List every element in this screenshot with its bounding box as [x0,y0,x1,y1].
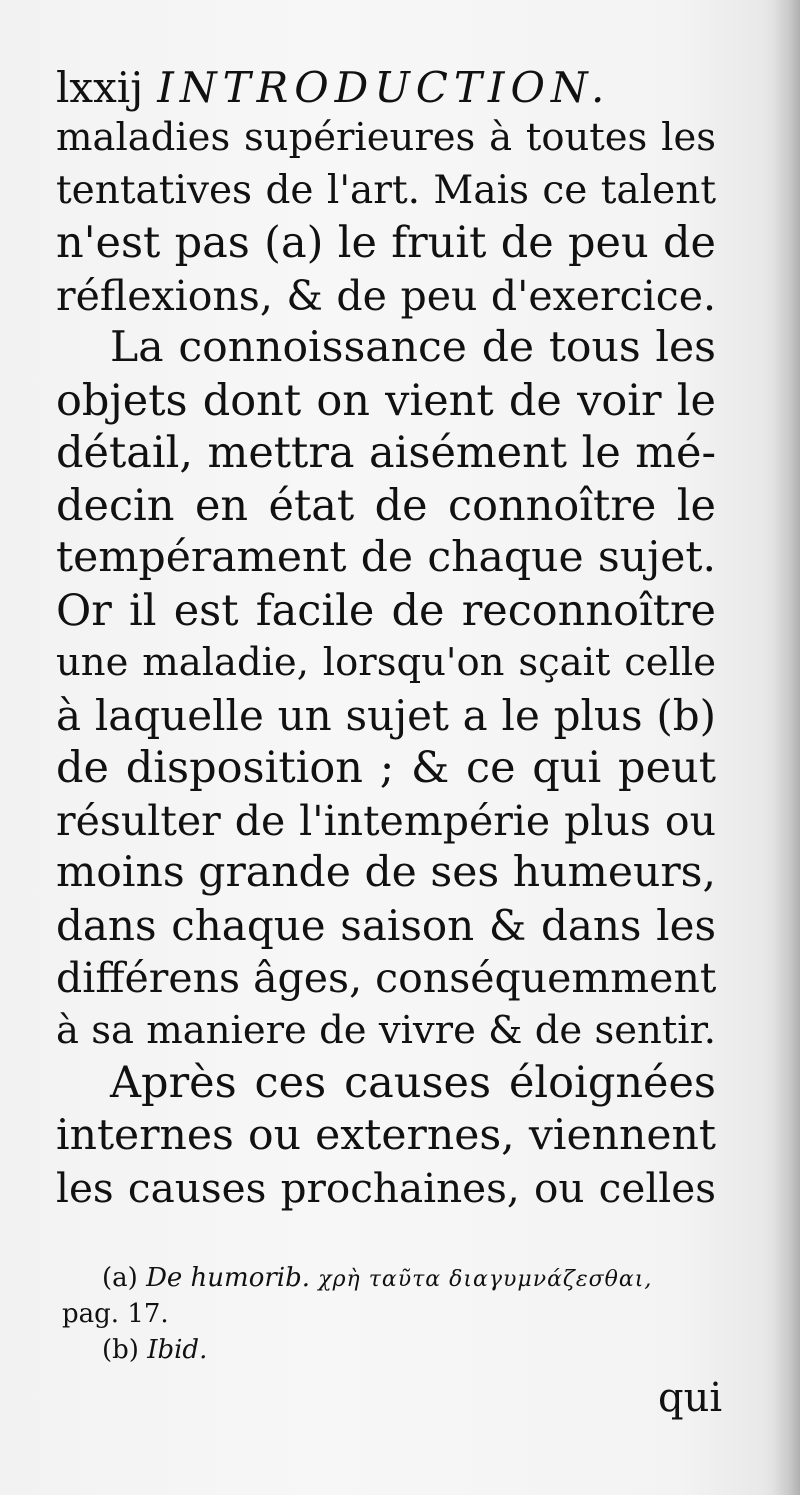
catchword: qui [658,1375,723,1421]
text-line: moins grande de ses humeurs, [56,848,716,897]
text-line: détail, mettra aisément le mé- [56,428,716,478]
text-line: internes ou externes, viennent [56,1110,716,1160]
text-line: les causes prochaines, ou celles [56,1164,716,1212]
page-folio: lxxij [56,63,144,112]
text-line: tempérament de chaque sujet. [56,533,716,582]
text-line: objets dont on vient de voir le [56,375,716,426]
footnote-b-marker: (b) [102,1335,139,1365]
paragraph-start-line: Après ces causes éloignées [110,1058,716,1108]
text-line: maladies supérieures à toutes les [56,115,716,160]
page-edge-shadow [772,0,800,1495]
text-line: n'est pas (a) le fruit de peu de [56,218,716,268]
running-title: INTRODUCTION. [157,63,611,112]
text-line: à laquelle un sujet a le plus (b) [56,690,716,740]
text-line: à sa maniere de vivre & de sentir. [56,1007,716,1053]
text-line: différens âges, conséquemment [56,954,717,1002]
footnote-a [102,1258,652,1298]
text-line: dans chaque saison & dans les [56,900,716,950]
paragraph-start-line: La connoissance de tous les [110,323,716,372]
running-header [56,58,756,118]
footnote-a-page: pag. 17. [62,1299,169,1329]
text-line: Or il est facile de reconnoître [56,585,716,636]
text-line: une maladie, lorsqu'on sçait celle [56,640,716,685]
text-line: tentatives de l'art. Mais ce talent [56,167,716,213]
footnote-b [102,1330,207,1370]
text-line: decin en état de connoître le [56,480,716,531]
text-line: de disposition ; & ce qui peut [56,743,716,793]
footnote-b-source: Ibid. [147,1335,208,1365]
text-line: résulter de l'intempérie plus ou [56,796,716,845]
text-line: réflexions, & de peu d'exercice. [56,271,716,320]
footnote-a-source: De humorib. [146,1263,311,1293]
footnote-a-marker: (a) [102,1263,138,1293]
footnote-a-greek-quote: χρὴ ταῦτα διαγυμνάζεσθαι, [318,1267,653,1292]
